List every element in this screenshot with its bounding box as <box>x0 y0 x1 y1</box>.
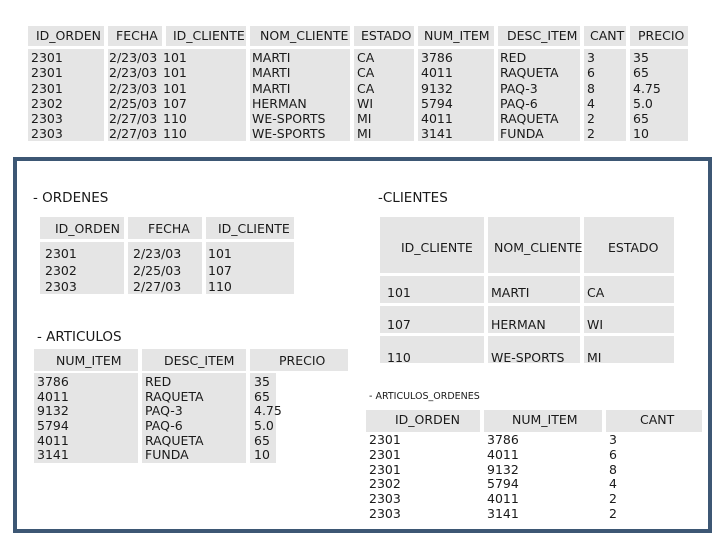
cell-value: 5794 <box>421 95 453 111</box>
cell-value: 4.75 <box>254 403 282 419</box>
clientes-header-id-cliente: ID_CLIENTE <box>401 240 473 255</box>
ordenes-header-id-orden: ID_ORDEN <box>55 221 120 236</box>
cell-value: 4011 <box>487 491 519 507</box>
cell-value: RAQUETA <box>500 111 559 127</box>
articulos-title: - ARTICULOS <box>37 329 122 345</box>
articulos-ordenes-header-cant: CANT <box>640 412 675 427</box>
cell-value: 2/23/03 <box>109 65 158 81</box>
ordenes-column-id-orden <box>45 246 77 296</box>
cell-value: CA <box>357 80 375 96</box>
cell-value: 4011 <box>421 65 453 81</box>
cell-value: 2302 <box>31 95 63 111</box>
cell-value: WE-SPORTS <box>252 111 326 127</box>
column-num-item <box>421 50 453 142</box>
cell-value: WI <box>357 95 374 111</box>
header-id-cliente: ID_CLIENTE <box>173 28 245 43</box>
clientes-cell-nombre: HERMAN <box>491 317 546 332</box>
cell-value: 35 <box>633 50 649 65</box>
cell-value: 8 <box>587 80 595 96</box>
cell-value: 2/23/03 <box>133 246 182 261</box>
cell-value: MARTI <box>252 65 291 81</box>
cell-value: 5.0 <box>254 418 274 434</box>
clientes-cell-estado: CA <box>587 285 605 300</box>
cell-value: PAQ-3 <box>145 403 183 419</box>
cell-value: CA <box>357 50 375 65</box>
ordenes-header-id-cliente: ID_CLIENTE <box>218 221 290 236</box>
cell-value: FUNDA <box>500 126 544 142</box>
cell-value: 110 <box>208 279 232 294</box>
column-id-orden <box>31 50 63 142</box>
cell-value: 2301 <box>31 65 63 81</box>
cell-value: 10 <box>254 447 270 463</box>
header-nom-cliente: NOM_CLIENTE <box>260 28 349 43</box>
articulos-ordenes-title: - ARTICULOS_ORDENES <box>369 391 480 402</box>
cell-value: 5794 <box>37 418 69 434</box>
column-cant <box>587 50 595 142</box>
clientes-cell-estado: WI <box>587 317 604 332</box>
cell-value: 2301 <box>45 246 77 261</box>
column-id-cliente <box>163 50 187 142</box>
cell-value: RED <box>145 374 172 389</box>
cell-value: 101 <box>163 50 187 65</box>
articulos-column-desc-item <box>145 374 204 462</box>
cell-value: 4011 <box>37 432 69 448</box>
articulos-ordenes-column-num-item <box>487 432 519 521</box>
cell-value: 101 <box>163 65 187 81</box>
cell-value: PAQ-6 <box>145 418 183 434</box>
articulos-column-precio <box>254 374 282 462</box>
cell-value: MARTI <box>252 50 291 65</box>
cell-value: MI <box>357 126 372 142</box>
cell-value: RAQUETA <box>145 388 204 404</box>
clientes-header-estado: ESTADO <box>608 240 659 255</box>
header-fecha: FECHA <box>116 28 158 43</box>
cell-value: 4 <box>609 476 617 492</box>
cell-value: 3 <box>609 432 617 447</box>
articulos-header-num-item: NUM_ITEM <box>56 353 122 368</box>
clientes-cell-id: 110 <box>387 350 411 365</box>
cell-value: 2302 <box>45 262 77 278</box>
cell-value: 2303 <box>31 111 63 127</box>
cell-value: 3141 <box>37 447 69 463</box>
header-num-item: NUM_ITEM <box>424 28 490 43</box>
column-precio <box>633 50 661 142</box>
cell-value: 9132 <box>487 461 519 477</box>
cell-value: 3141 <box>421 126 453 142</box>
cell-value: HERMAN <box>252 95 307 111</box>
header-id-orden: ID_ORDEN <box>36 28 101 43</box>
clientes-cell-nombre: WE-SPORTS <box>491 350 565 365</box>
cell-value: 110 <box>163 126 187 142</box>
articulos-column-num-item <box>37 374 69 462</box>
articulos-ordenes-header-id-orden: ID_ORDEN <box>395 412 460 427</box>
cell-value: 2 <box>609 491 617 507</box>
cell-value: 2303 <box>31 126 63 142</box>
header-cant: CANT <box>590 28 625 43</box>
cell-value: 107 <box>208 262 232 278</box>
cell-value: 4011 <box>421 111 453 127</box>
cell-value: 2/27/03 <box>109 126 158 142</box>
articulos-ordenes-column-id-orden <box>369 432 401 521</box>
cell-value: PAQ-6 <box>500 95 538 111</box>
cell-value: FUNDA <box>145 447 189 463</box>
cell-value: 2302 <box>369 476 401 492</box>
cell-value: 6 <box>587 65 595 81</box>
articulos-ordenes-header-num-item: NUM_ITEM <box>512 412 578 427</box>
column-estado <box>357 50 374 142</box>
cell-value: 2303 <box>369 505 401 521</box>
column-nom-cliente <box>252 50 325 142</box>
clientes-cell-id: 107 <box>387 317 411 332</box>
cell-value: 10 <box>633 126 649 142</box>
cell-value: 2303 <box>369 491 401 507</box>
cell-value: 2301 <box>369 446 401 462</box>
cell-value: MI <box>357 111 372 127</box>
cell-value: 65 <box>633 65 649 81</box>
cell-value: 2301 <box>31 50 63 65</box>
cell-value: 4 <box>587 95 595 111</box>
cell-value: 4.75 <box>633 80 661 96</box>
cell-value: RAQUETA <box>500 65 559 81</box>
ordenes-header-fecha: FECHA <box>148 221 190 236</box>
cell-value: 5794 <box>487 476 519 492</box>
cell-value: 65 <box>633 111 649 127</box>
cell-value: 2/25/03 <box>109 95 158 111</box>
articulos-ordenes-column-cant <box>609 432 617 521</box>
cell-value: 8 <box>609 461 617 477</box>
cell-value: 3786 <box>487 432 519 447</box>
cell-value: 3786 <box>421 50 453 65</box>
cell-value: 2/25/03 <box>133 262 182 278</box>
header-estado: ESTADO <box>361 28 412 43</box>
cell-value: 101 <box>208 246 232 261</box>
articulos-header-precio: PRECIO <box>279 353 326 368</box>
ordenes-column-fecha <box>133 246 181 296</box>
cell-value: 3786 <box>37 374 69 389</box>
header-desc-item: DESC_ITEM <box>507 28 578 43</box>
cell-value: 2 <box>587 111 595 127</box>
clientes-title: -CLIENTES <box>378 190 448 206</box>
cell-value: 2301 <box>369 432 401 447</box>
cell-value: 3 <box>587 50 595 65</box>
clientes-cell-id: 101 <box>387 285 411 300</box>
cell-value: CA <box>357 65 375 81</box>
column-fecha <box>109 50 157 142</box>
cell-value: 2303 <box>45 279 77 294</box>
cell-value: 65 <box>254 388 270 404</box>
cell-value: RED <box>500 50 527 65</box>
cell-value: 2 <box>587 126 595 142</box>
cell-value: 2301 <box>369 461 401 477</box>
cell-value: 2 <box>609 505 617 521</box>
cell-value: 2/27/03 <box>109 111 158 127</box>
cell-value: PAQ-3 <box>500 80 538 96</box>
cell-value: 4011 <box>37 388 69 404</box>
cell-value: 9132 <box>37 403 69 419</box>
clientes-cell-estado: MI <box>587 350 602 365</box>
cell-value: 5.0 <box>633 95 653 111</box>
cell-value: 6 <box>609 446 617 462</box>
clientes-header-nom-cliente: NOM_CLIENTE <box>494 240 583 255</box>
ordenes-column-id-cliente <box>208 246 232 296</box>
cell-value: 2/23/03 <box>109 50 158 65</box>
cell-value: 110 <box>163 111 187 127</box>
cell-value: 107 <box>163 95 187 111</box>
cell-value: 4011 <box>487 446 519 462</box>
cell-value: MARTI <box>252 80 291 96</box>
header-precio: PRECIO <box>638 28 685 43</box>
cell-value: 35 <box>254 374 270 389</box>
column-desc-item <box>500 50 559 142</box>
cell-value: WE-SPORTS <box>252 126 326 142</box>
cell-value: 101 <box>163 80 187 96</box>
cell-value: 9132 <box>421 80 453 96</box>
cell-value: 2/23/03 <box>109 80 158 96</box>
articulos-header-desc-item: DESC_ITEM <box>164 353 235 368</box>
cell-value: 2/27/03 <box>133 279 182 294</box>
cell-value: RAQUETA <box>145 432 204 448</box>
cell-value: 3141 <box>487 505 519 521</box>
clientes-cell-nombre: MARTI <box>491 285 530 300</box>
cell-value: 65 <box>254 432 270 448</box>
cell-value: 2301 <box>31 80 63 96</box>
ordenes-title: - ORDENES <box>33 190 109 206</box>
